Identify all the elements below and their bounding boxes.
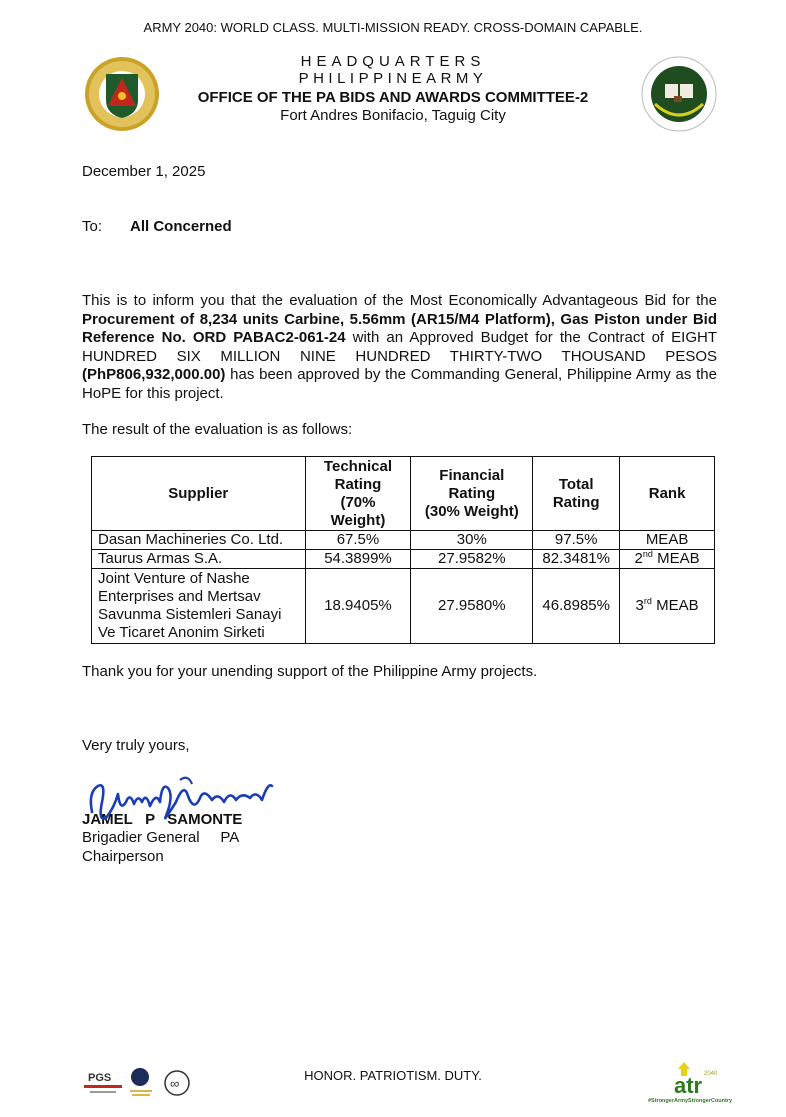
table-row: [92, 531, 715, 550]
top-motto: ARMY 2040: WORLD CLASS. MULTI-MISSION READY. CROSS-DOMAIN CAPABLE.: [143, 20, 643, 35]
financial-cell: 27.9582%: [411, 550, 533, 569]
para-text-3: has been approved by the Commanding General, Philippine Army as the HoPE for this project.: [82, 366, 717, 402]
signer-name: JAMEL P SAMONTE: [82, 811, 243, 828]
hq-title: HEADQUARTERS: [300, 53, 486, 70]
hq-subtitle: PHILIPPINEARMY: [298, 70, 488, 87]
rank-cell: MEAB: [620, 531, 715, 550]
financial-cell: 27.9580%: [411, 569, 533, 644]
supplier-cell: Dasan Machineries Co. Ltd.: [92, 531, 306, 550]
svg-text:∞: ∞: [170, 1076, 180, 1091]
atr-2040-logo-icon: [646, 1060, 742, 1104]
signer-role: Chairperson: [82, 848, 164, 865]
budget-amount: (PhP806,932,000.00): [82, 366, 226, 383]
result-intro: The result of the evaluation is as follows:: [82, 421, 353, 438]
header-supplier: Supplier: [92, 457, 306, 531]
signature-icon: [84, 772, 279, 832]
total-cell: 97.5%: [533, 531, 620, 550]
total-cell: 82.3481%: [533, 550, 620, 569]
svg-text:2040: 2040: [704, 1071, 718, 1077]
header-total: Total Rating: [533, 457, 620, 531]
svg-text:#StrongerArmyStrongerCountry: #StrongerArmyStrongerCountry: [648, 1098, 733, 1104]
table-row: [92, 550, 715, 569]
svg-text:PGS: PGS: [88, 1072, 112, 1084]
header-financial: Financial Rating (30% Weight): [411, 457, 533, 531]
rank-cell: 3rd MEAB: [620, 569, 715, 644]
office-address: Fort Andres Bonifacio, Taguig City: [280, 107, 506, 124]
svg-text:atr: atr: [674, 1073, 703, 1098]
header-technical: Technical Rating (70% Weight): [305, 457, 411, 531]
letter-date: December 1, 2025: [82, 163, 206, 180]
office-name: OFFICE OF THE PA BIDS AND AWARDS COMMITTEE-2: [197, 89, 589, 106]
para-text-1: This is to inform you that the evaluation of the Most Economically Advantageous Bid for the: [82, 292, 717, 309]
technical-cell: 67.5%: [305, 531, 411, 550]
financial-cell: 30%: [411, 531, 533, 550]
evaluation-table: [91, 456, 715, 644]
table-header-row: [92, 457, 715, 531]
rank-cell: 2nd MEAB: [620, 550, 715, 569]
body-paragraph: [82, 292, 717, 403]
technical-cell: 18.9405%: [305, 569, 411, 644]
bac-seal-icon: [641, 56, 717, 132]
to-label: To:: [82, 218, 103, 235]
total-cell: 46.8985%: [533, 569, 620, 644]
procurement-reference: Procurement of 8,234 units Carbine, 5.56mm (AR15/M4 Platform), Gas Piston under Bid Reference No. ORD PABAC2-061-24: [82, 310, 717, 346]
technical-cell: 54.3899%: [305, 550, 411, 569]
para-text-2: with an Approved Budget for the Contract of EIGHT HUNDRED SIX MILLION NINE HUNDRED THIRTY-TWO THOUSAND PESOS: [82, 329, 717, 365]
closing-line: Very truly yours,: [82, 737, 190, 754]
bottom-motto: HONOR. PATRIOTISM. DUTY.: [304, 1068, 482, 1083]
header-rank: Rank: [620, 457, 715, 531]
supplier-cell: Joint Venture of Nashe Enterprises and Mertsav Savunma Sistemleri Sanayi Ve Ticaret Anonim Sirketi: [92, 569, 306, 644]
thanks-line: Thank you for your unending support of the Philippine Army projects.: [82, 663, 538, 680]
table-row: [92, 569, 715, 644]
supplier-cell: Taurus Armas S.A.: [92, 550, 306, 569]
to-recipient: All Concerned: [130, 218, 232, 235]
signer-rank: Brigadier General PA: [82, 829, 240, 846]
